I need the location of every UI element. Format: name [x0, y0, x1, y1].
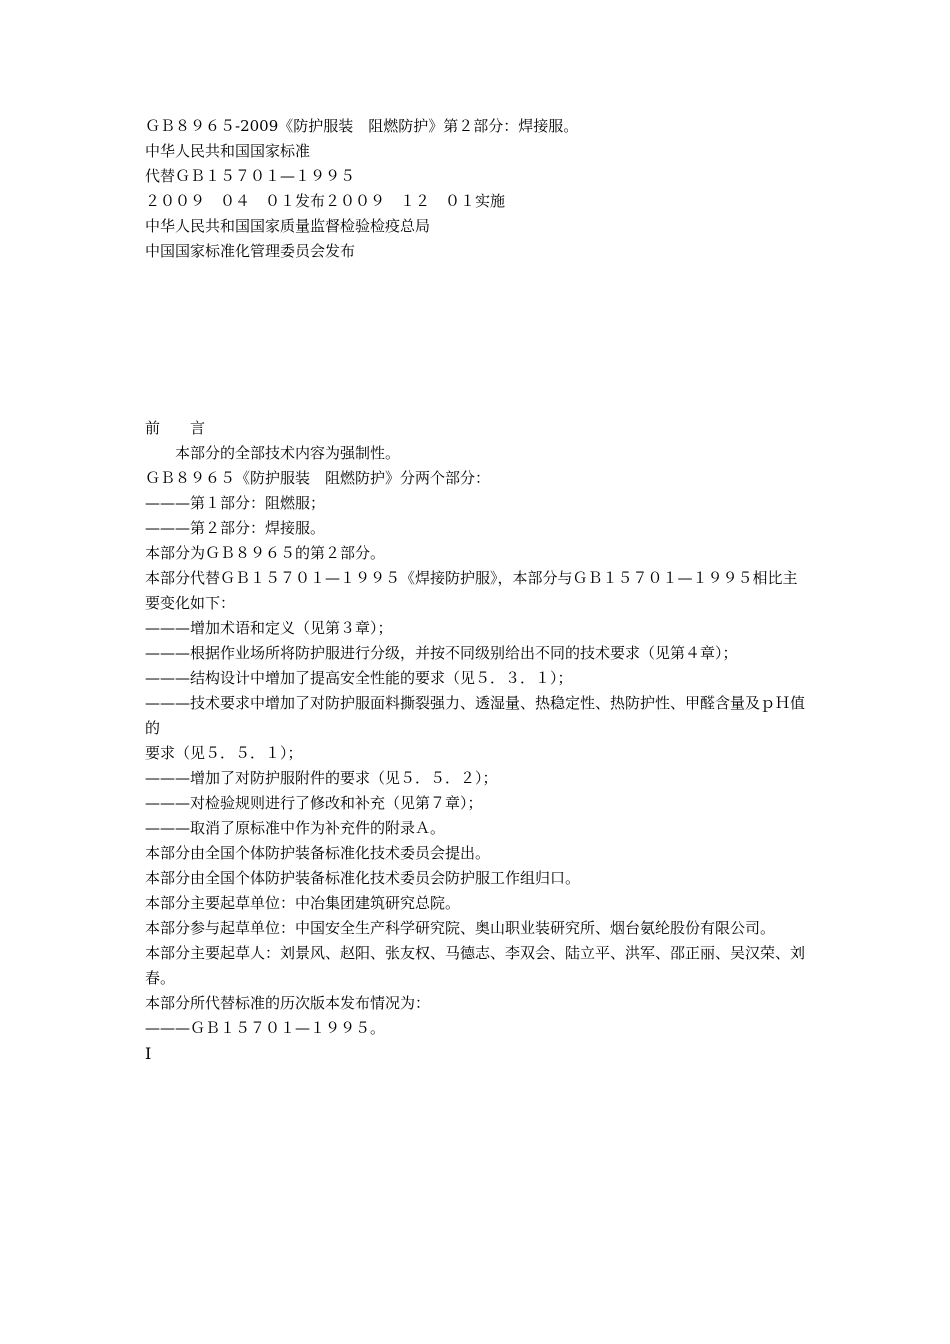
foreword-paragraph: 本部分主要起草单位：中冶集团建筑研究总院。 — [145, 894, 461, 912]
foreword-list-item: ———第１部分：阻燃服； — [145, 494, 326, 512]
foreword-paragraph: 本部分的全部技术内容为强制性。 — [175, 444, 401, 462]
foreword-paragraph: 本部分所代替标准的历次版本发布情况为： — [145, 994, 431, 1012]
replaced-standard: 代替ＧＢ１５７０１—１９９５ — [145, 167, 356, 185]
standard-header — [145, 114, 810, 264]
foreword-paragraph: 本部分代替ＧＢ１５７０１—１９９５《焊接防护服》，本部分与ＧＢ１５７０１—１９９５相比主要变化如下： — [145, 569, 798, 612]
foreword-list-item: ———增加术语和定义（见第３章）； — [145, 619, 393, 637]
foreword-paragraph: 本部分主要起草人：刘景风、赵阳、张友权、马德志、李双会、陆立平、洪军、邵正丽、吴汉荣、刘春。 — [145, 944, 806, 987]
foreword-list-item: ———ＧＢ１５７０１—１９９５。 — [145, 1019, 386, 1037]
issuing-authority: 中华人民共和国国家质量监督检验检疫总局 — [145, 217, 431, 235]
foreword-list-item: ———技术要求中增加了对防护服面料撕裂强力、透湿量、热稳定性、热防护性、甲醛含量及ｐＨ值的 — [145, 694, 806, 737]
foreword-paragraph: 本部分为ＧＢ８９６５的第２部分。 — [145, 544, 386, 562]
foreword-list-item: ———对检验规则进行了修改和补充（见第７章）； — [145, 794, 483, 812]
foreword-list-item: ———结构设计中增加了提高安全性能的要求（见５．３．１）； — [145, 669, 573, 687]
foreword-paragraph: 本部分参与起草单位：中国安全生产科学研究院、奥山职业装研究所、烟台氨纶股份有限公司。 — [145, 919, 776, 937]
foreword-list-item: ———取消了原标准中作为补充件的附录Ａ。 — [145, 819, 446, 837]
publish-implement-dates: ２００９ ０４ ０１发布２００９ １２ ０１实施 — [145, 192, 506, 210]
foreword-section — [145, 416, 810, 1066]
foreword-heading: 前 言 — [145, 419, 206, 437]
foreword-list-item-continued: 要求（见５．５．１）； — [145, 744, 303, 762]
foreword-paragraph: 本部分由全国个体防护装备标准化技术委员会防护服工作组归口。 — [145, 869, 581, 887]
page-number: Ⅰ — [145, 1044, 152, 1063]
foreword-list-item: ———增加了对防护服附件的要求（见５．５．２）； — [145, 769, 498, 787]
foreword-paragraph: ＧＢ８９６５《防护服装 阻燃防护》分两个部分： — [145, 469, 491, 487]
standard-title: ＧＢ８９６５-2009《防护服装 阻燃防护》第２部分：焊接服。 — [145, 117, 579, 135]
foreword-paragraph: 本部分由全国个体防护装备标准化技术委员会提出。 — [145, 844, 491, 862]
foreword-list-item: ———第２部分：焊接服。 — [145, 519, 326, 537]
issuing-committee: 中国国家标准化管理委员会发布 — [145, 242, 356, 260]
foreword-list-item: ———根据作业场所将防护服进行分级，并按不同级别给出不同的技术要求（见第４章）； — [145, 644, 738, 662]
standard-category: 中华人民共和国国家标准 — [145, 142, 311, 160]
